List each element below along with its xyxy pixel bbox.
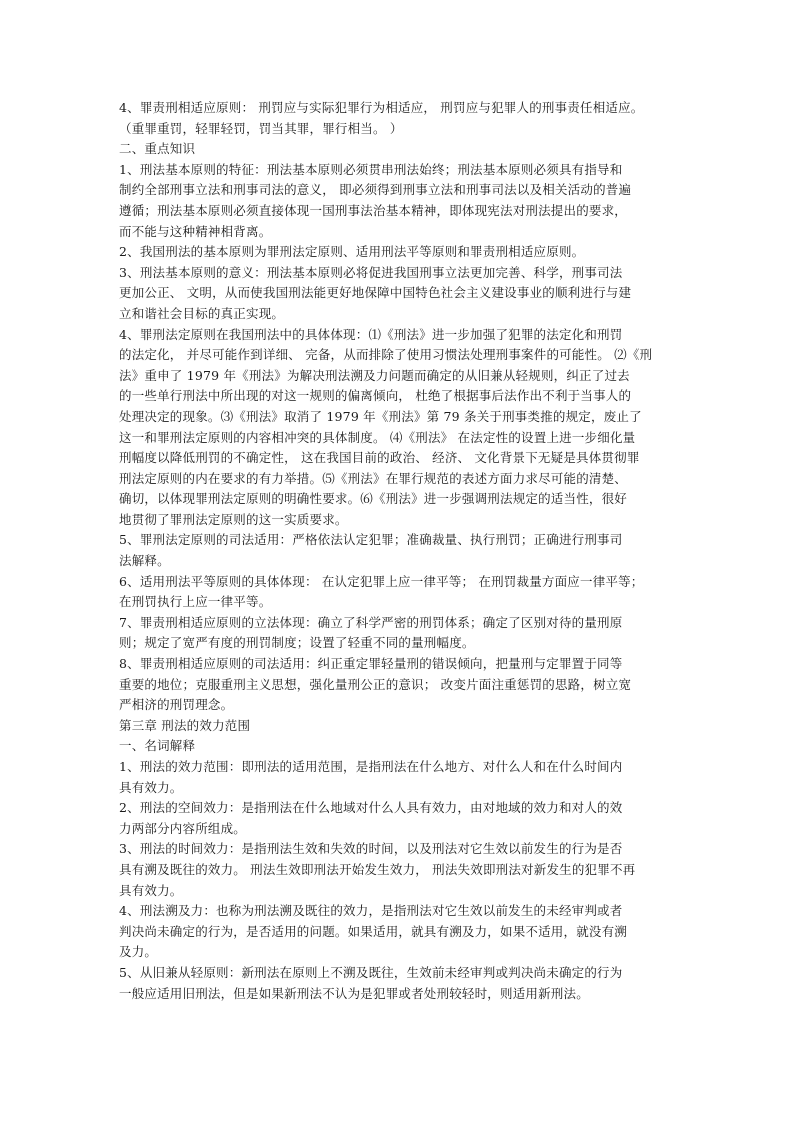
document-body	[119, 98, 679, 1004]
text-line: 重要的地位；克服重刑主义思想，强化量刑公正的意识； 改变片面注重惩罚的思路，树立宽	[119, 676, 632, 692]
text-line: 1、刑法基本原则的特征：刑法基本原则必须贯串刑法始终；刑法基本原则必须具有指导和	[119, 161, 623, 177]
text-line: 3、刑法基本原则的意义：刑法基本原则必将促进我国刑事立法更加完善、科学，刑事司法	[119, 264, 623, 280]
text-line: 法解释。	[119, 553, 170, 569]
term-1	[119, 757, 679, 798]
key-point-2	[119, 242, 679, 263]
text-line: 6、适用刑法平等原则的具体体现： 在认定犯罪上应一律平等； 在刑罚裁量方面应一律平等；	[119, 573, 644, 589]
text-line: 具有效力。	[119, 882, 183, 898]
text-line: 制约全部刑事立法和刑事司法的意义， 即必须得到刑事立法和刑事司法以及相关活动的普遍	[119, 182, 632, 198]
text-line: 刑法定原则的内在要求的有力举措。⑸《刑法》在罪行规范的表述方面力求尽可能的清楚、	[119, 470, 628, 486]
text-line: 4、罪责刑相适应原则： 刑罚应与实际犯罪行为相适应， 刑罚应与犯罪人的刑事责任相适应。	[119, 100, 644, 115]
text-line: 严相济的刑罚理念。	[119, 697, 234, 713]
key-point-6	[119, 572, 679, 613]
text-line: （重罪重罚，轻罪轻罚，罚当其罪，罪行相当。 ）	[119, 120, 403, 136]
text-line: 5、从旧兼从轻原则：新刑法在原则上不溯及既往，生效前未经审判或判决尚未确定的行为	[119, 964, 623, 980]
key-point-1	[119, 160, 679, 242]
text-line: 4、刑法溯及力：也称为刑法溯及既往的效力，是指刑法对它生效以前发生的未经审判或者	[119, 903, 623, 919]
text-line: 二、重点知识	[119, 141, 196, 157]
text-line: 在刑罚执行上应一律平等。	[119, 594, 272, 610]
text-line: 地贯彻了罪刑法定原则的这一实质要求。	[119, 511, 348, 527]
text-line: 8、罪责刑相适应原则的司法适用：纠正重定罪轻量刑的错误倾向，把量刑与定罪置于同等	[119, 656, 623, 672]
text-line: 遵循；刑法基本原则必须直接体现一国刑事法治基本精神，即体现宪法对刑法提出的要求，	[119, 202, 628, 218]
text-line: 确切，以体现罪刑法定原则的明确性要求。⑹《刑法》进一步强调刑法规定的适当性，很好	[119, 491, 628, 507]
text-line: 刑幅度以降低刑罚的不确定性， 这在我国目前的政治、 经济、 文化背景下无疑是具体贯彻罪	[119, 450, 640, 466]
key-point-8	[119, 654, 679, 716]
section-terms-heading	[119, 736, 679, 757]
text-line: 处理决定的现象。⑶《刑法》取消了 1979 年《刑法》第 79 条关于刑事类推的规定，废止了	[119, 408, 642, 424]
text-line: 具有溯及既往的效力。 刑法生效即刑法开始发生效力， 刑法失效即刑法对新发生的犯罪不再	[119, 861, 636, 877]
key-point-4	[119, 325, 679, 531]
text-line: 4、罪刑法定原则在我国刑法中的具体体现：⑴《刑法》进一步加强了犯罪的法定化和刑罚	[119, 326, 623, 342]
text-line: 判决尚未确定的行为，是否适用的问题。如果适用，就具有溯及力，如果不适用，就没有溯	[119, 923, 628, 939]
text-line: 立和谐社会目标的真正实现。	[119, 305, 285, 321]
key-point-5	[119, 530, 679, 571]
chapter-3-heading	[119, 716, 679, 737]
text-line: 一、名词解释	[119, 738, 196, 754]
text-line: 这一和罪刑法定原则的内容相冲突的具体制度。 ⑷《刑法》 在法定性的设置上进一步细化量	[119, 429, 636, 445]
text-line: 的一些单行刑法中所出现的对这一规则的偏离倾向， 杜绝了根据事后法作出不利于当事人的	[119, 388, 632, 404]
text-line: 更加公正、 文明，从而使我国刑法能更好地保障中国特色社会主义建设事业的顺利进行与建	[119, 285, 632, 301]
text-line: 1、刑法的效力范围：即刑法的适用范围，是指刑法在什么地方、对什么人和在什么时间内	[119, 759, 623, 774]
text-line: 2、刑法的空间效力：是指刑法在什么地域对什么人具有效力，由对地域的效力和对人的效	[119, 800, 623, 816]
text-line: 法》重申了 1979 年《刑法》为解决刑法溯及力问题而确定的从旧兼从轻规则，纠正了过去	[119, 367, 630, 383]
key-point-3	[119, 263, 679, 325]
text-line: 力两部分内容所组成。	[119, 820, 247, 836]
text-line: 而不能与这种精神相背离。	[119, 223, 272, 239]
text-line: 一般应适用旧刑法，但是如果新刑法不认为是犯罪或者处刑较轻时，则适用新刑法。	[119, 985, 589, 1001]
term-2	[119, 798, 679, 839]
term-4	[119, 901, 679, 963]
text-line: 具有效力。	[119, 779, 183, 795]
text-line: 7、罪责刑相适应原则的立法体现：确立了科学严密的刑罚体系；确定了区别对待的量刑原	[119, 614, 623, 630]
text-line: 5、罪刑法定原则的司法适用：严格依法认定犯罪；准确裁量、执行刑罚；正确进行刑事司	[119, 532, 623, 548]
principle-4-definition	[119, 98, 679, 139]
text-line: 的法定化， 并尽可能作到详细、 完备，从而排除了使用习惯法处理刑事案件的可能性。 ⑵《刑	[119, 347, 653, 363]
text-line: 3、刑法的时间效力：是指刑法生效和失效的时间，以及刑法对它生效以前发生的行为是否	[119, 841, 623, 857]
key-point-7	[119, 613, 679, 654]
term-5	[119, 963, 679, 1004]
text-line: 2、我国刑法的基本原则为罪刑法定原则、适用刑法平等原则和罪责刑相适应原则。	[119, 244, 585, 260]
text-line: 第三章 刑法的效力范围	[119, 717, 251, 733]
section-key-knowledge-heading	[119, 139, 679, 160]
term-3	[119, 839, 679, 901]
text-line: 及力。	[119, 944, 158, 960]
text-line: 则；规定了宽严有度的刑罚制度；设置了轻重不同的量刑幅度。	[119, 635, 475, 651]
